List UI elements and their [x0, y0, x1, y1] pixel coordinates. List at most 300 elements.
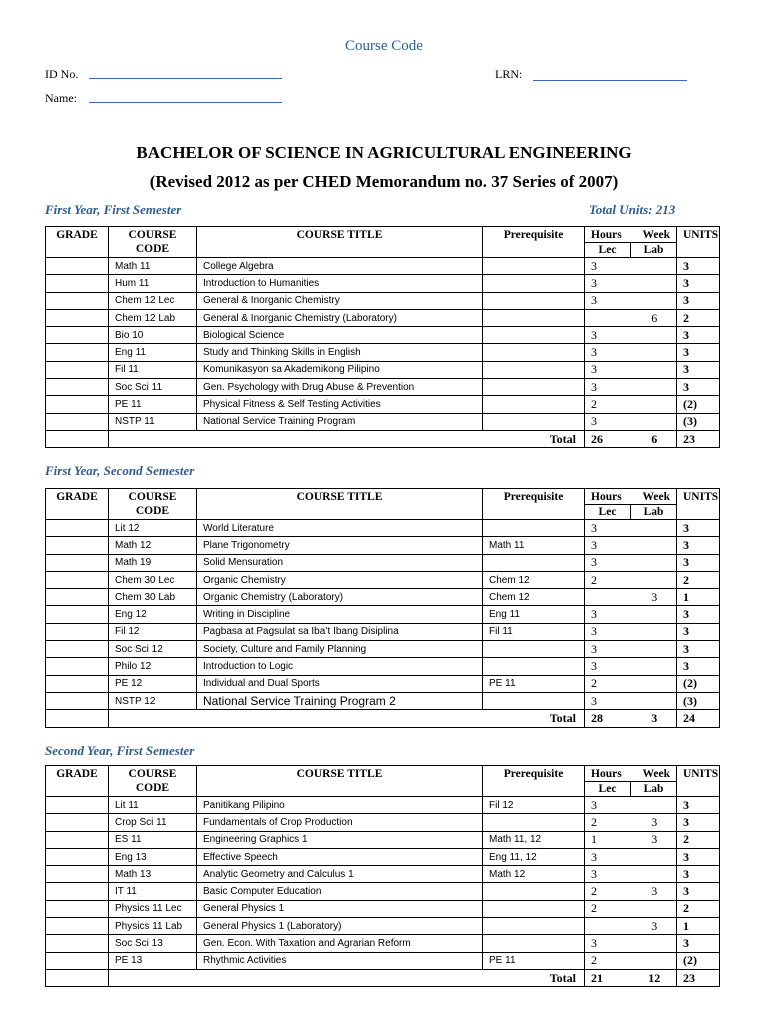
week-label: Week [642, 768, 670, 780]
program-title: BACHELOR OF SCIENCE IN AGRICULTURAL ENGINEERING [136, 143, 632, 162]
course-title-cell: National Service Training Program 2 [197, 692, 483, 709]
course-title-cell: Writing in Discipline [197, 606, 483, 623]
lec-hours-cell: 3 [585, 537, 633, 554]
grade-cell[interactable] [46, 641, 109, 658]
course-code-heading: Course Code [345, 38, 423, 54]
lrn-field[interactable] [533, 80, 687, 81]
course-code-cell: Soc Sci 12 [109, 641, 197, 658]
course-row [46, 292, 720, 309]
course-code-cell: Soc Sci 11 [109, 379, 197, 396]
lab-hours-cell [633, 606, 677, 623]
grade-cell[interactable] [46, 292, 109, 309]
course-code-cell: Eng 11 [109, 344, 197, 361]
lab-hours-cell [633, 275, 677, 292]
course-code-cell: Math 12 [109, 537, 197, 554]
grade-cell[interactable] [46, 571, 109, 588]
prerequisite-cell [483, 309, 585, 326]
grade-cell[interactable] [46, 258, 109, 275]
course-row [46, 396, 720, 413]
lec-hours-cell: 3 [585, 361, 633, 378]
prerequisite-cell: Fil 11 [483, 623, 585, 640]
lab-hours-cell: 3 [633, 918, 677, 935]
lec-hours-cell: 2 [585, 883, 633, 900]
grade-cell[interactable] [46, 589, 109, 606]
grade-header: GRADE [46, 227, 109, 258]
course-row [46, 606, 720, 623]
table-header-row [46, 489, 720, 520]
course-code-cell: Soc Sci 13 [109, 935, 197, 952]
lab-hours-cell [633, 952, 677, 969]
course-code-cell: Eng 13 [109, 848, 197, 865]
course-title-cell: Pagbasa at Pagsulat sa Iba’t Ibang Disiplina [197, 623, 483, 640]
course-code-header [109, 766, 197, 797]
course-code-cell: NSTP 11 [109, 413, 197, 430]
units-header: UNITS [677, 489, 720, 520]
course-title-cell: College Algebra [197, 258, 483, 275]
course-title-cell: General Physics 1 [197, 900, 483, 917]
course-code-cell: Philo 12 [109, 658, 197, 675]
lec-label: Lec [585, 505, 631, 519]
units-cell: 3 [677, 537, 720, 554]
units-cell: 3 [677, 623, 720, 640]
prerequisite-cell: Math 11, 12 [483, 831, 585, 848]
table-header-row [46, 227, 720, 258]
lec-hours-cell [585, 309, 633, 326]
lab-hours-cell [633, 554, 677, 571]
grade-cell [46, 710, 109, 727]
lec-hours-cell: 2 [585, 675, 633, 692]
lec-hours-cell: 3 [585, 520, 633, 537]
lec-hours-cell: 2 [585, 952, 633, 969]
hours-week-header [585, 489, 677, 520]
prerequisite-cell [483, 935, 585, 952]
grade-cell[interactable] [46, 396, 109, 413]
course-row [46, 935, 720, 952]
lab-hours-cell [633, 692, 677, 709]
lab-label: Lab [643, 506, 664, 518]
course-row [46, 848, 720, 865]
units-cell: 3 [677, 658, 720, 675]
lec-hours-cell: 3 [585, 641, 633, 658]
prerequisite-cell [483, 396, 585, 413]
prerequisite-cell [483, 361, 585, 378]
lec-hours-cell: 3 [585, 797, 633, 814]
total-row [46, 710, 720, 727]
grade-cell[interactable] [46, 831, 109, 848]
lab-hours-cell: 3 [633, 814, 677, 831]
course-title-header: COURSE TITLE [197, 489, 483, 520]
course-title-cell: Physical Fitness & Self Testing Activities [197, 396, 483, 413]
lec-hours-cell: 3 [585, 554, 633, 571]
course-title-cell: World Literature [197, 520, 483, 537]
units-cell: 3 [677, 344, 720, 361]
lab-label: Lab [643, 783, 664, 795]
prerequisite-header: Prerequisite [483, 489, 585, 520]
week-label: Week [642, 229, 670, 241]
course-title-cell: Komunikasyon sa Akademikong Pilipino [197, 361, 483, 378]
hours-week-label [591, 490, 670, 504]
course-code-cell: PE 13 [109, 952, 197, 969]
course-code-header [109, 489, 197, 520]
course-title-cell: Panitikang Pilipino [197, 797, 483, 814]
lab-hours-cell [633, 641, 677, 658]
lab-hours-cell: 3 [633, 831, 677, 848]
prerequisite-cell [483, 692, 585, 709]
name-label: Name: [45, 91, 77, 105]
course-code-cell: IT 11 [109, 883, 197, 900]
lab-hours-cell [633, 258, 677, 275]
units-cell: 3 [677, 292, 720, 309]
hours-label: Hours [591, 768, 622, 780]
course-title-cell: Biological Science [197, 327, 483, 344]
lec-label: Lec [585, 243, 631, 257]
course-table [45, 226, 720, 448]
units-cell: 2 [677, 571, 720, 588]
total-lec: 28 [585, 710, 633, 727]
grade-cell[interactable] [46, 520, 109, 537]
prerequisite-cell [483, 344, 585, 361]
course-title-cell: Analytic Geometry and Calculus 1 [197, 866, 483, 883]
semester-title: First Year, Second Semester [45, 463, 195, 478]
total-units: 23 [677, 969, 720, 986]
lec-hours-cell: 3 [585, 658, 633, 675]
course-row [46, 275, 720, 292]
course-row [46, 589, 720, 606]
units-cell: 3 [677, 554, 720, 571]
grade-cell[interactable] [46, 658, 109, 675]
lab-hours-cell [633, 361, 677, 378]
total-lec: 21 [585, 969, 633, 986]
lec-hours-cell: 3 [585, 413, 633, 430]
code-header-line: CODE [135, 782, 170, 794]
lec-hours-cell: 2 [585, 571, 633, 588]
lab-hours-cell [633, 623, 677, 640]
course-title-cell: Plane Trigonometry [197, 537, 483, 554]
course-code-cell: Physics 11 Lec [109, 900, 197, 917]
course-title-cell: Introduction to Logic [197, 658, 483, 675]
grade-cell[interactable] [46, 814, 109, 831]
lec-hours-cell: 3 [585, 848, 633, 865]
course-title-header: COURSE TITLE [197, 766, 483, 797]
grade-cell[interactable] [46, 623, 109, 640]
lab-hours-cell [633, 413, 677, 430]
lab-hours-cell [633, 848, 677, 865]
grade-cell [46, 430, 109, 447]
course-row [46, 675, 720, 692]
grade-header: GRADE [46, 489, 109, 520]
units-cell: 3 [677, 520, 720, 537]
course-row [46, 952, 720, 969]
course-code-cell: ES 11 [109, 831, 197, 848]
total-label: Total [109, 710, 585, 727]
course-code-cell: Hum 11 [109, 275, 197, 292]
grade-cell[interactable] [46, 866, 109, 883]
lrn-label: LRN: [495, 67, 523, 81]
course-row [46, 361, 720, 378]
prerequisite-header: Prerequisite [483, 227, 585, 258]
course-code-cell: Chem 12 Lec [109, 292, 197, 309]
lab-hours-cell [633, 292, 677, 309]
grade-cell[interactable] [46, 275, 109, 292]
units-cell: 1 [677, 589, 720, 606]
prerequisite-cell [483, 327, 585, 344]
lec-hours-cell: 3 [585, 623, 633, 640]
grade-cell[interactable] [46, 692, 109, 709]
units-header: UNITS [677, 227, 720, 258]
semester-title: First Year, First Semester [45, 202, 182, 217]
units-cell: 3 [677, 606, 720, 623]
lec-lab-labels [585, 242, 676, 257]
grade-header: GRADE [46, 766, 109, 797]
course-row [46, 658, 720, 675]
lec-hours-cell: 2 [585, 814, 633, 831]
course-header-line: COURSE [128, 768, 177, 780]
course-row [46, 831, 720, 848]
course-title-cell: Individual and Dual Sports [197, 675, 483, 692]
prerequisite-cell: Chem 12 [483, 571, 585, 588]
lec-hours-cell: 3 [585, 344, 633, 361]
total-row [46, 430, 720, 447]
lec-hours-cell [585, 589, 633, 606]
units-cell: (2) [677, 675, 720, 692]
lec-hours-cell: 3 [585, 606, 633, 623]
name-field[interactable] [89, 102, 282, 103]
lec-lab-labels [585, 504, 676, 519]
course-code-cell: Chem 30 Lab [109, 589, 197, 606]
course-title-cell: General & Inorganic Chemistry (Laboratory) [197, 309, 483, 326]
lec-hours-cell: 2 [585, 900, 633, 917]
lec-lab-labels [585, 781, 676, 796]
course-title-cell: General & Inorganic Chemistry [197, 292, 483, 309]
course-title-cell: Study and Thinking Skills in English [197, 344, 483, 361]
total-units: 23 [677, 430, 720, 447]
course-title-cell: Gen. Psychology with Drug Abuse & Prevention [197, 379, 483, 396]
course-title-cell: Organic Chemistry (Laboratory) [197, 589, 483, 606]
semester-title: Second Year, First Semester [45, 743, 195, 758]
course-title-cell: General Physics 1 (Laboratory) [197, 918, 483, 935]
program-subtitle: (Revised 2012 as per CHED Memorandum no. 37 Series of 2007) [149, 172, 619, 191]
lec-hours-cell: 3 [585, 292, 633, 309]
units-cell: 3 [677, 258, 720, 275]
course-code-cell: Chem 30 Lec [109, 571, 197, 588]
course-code-cell: Lit 12 [109, 520, 197, 537]
lec-hours-cell: 3 [585, 258, 633, 275]
grade-cell[interactable] [46, 327, 109, 344]
total-label: Total [109, 969, 585, 986]
grade-cell[interactable] [46, 309, 109, 326]
lab-hours-cell [633, 344, 677, 361]
units-cell: (2) [677, 952, 720, 969]
units-cell: 3 [677, 361, 720, 378]
units-cell: (3) [677, 692, 720, 709]
lab-hours-cell [633, 797, 677, 814]
grade-cell[interactable] [46, 379, 109, 396]
lec-hours-cell: 3 [585, 935, 633, 952]
prerequisite-cell [483, 379, 585, 396]
grade-cell[interactable] [46, 797, 109, 814]
grade-cell[interactable] [46, 848, 109, 865]
lab-hours-cell [633, 571, 677, 588]
units-cell: 2 [677, 900, 720, 917]
prerequisite-cell [483, 292, 585, 309]
total-label: Total [109, 430, 585, 447]
lab-hours-cell [633, 658, 677, 675]
course-row [46, 641, 720, 658]
units-cell: 3 [677, 883, 720, 900]
prerequisite-cell [483, 918, 585, 935]
prerequisite-cell: PE 11 [483, 952, 585, 969]
grade-cell[interactable] [46, 900, 109, 917]
course-row [46, 883, 720, 900]
grade-cell[interactable] [46, 883, 109, 900]
total-units-label: Total Units: 213 [589, 202, 676, 217]
course-code-cell: Fil 11 [109, 361, 197, 378]
course-row [46, 814, 720, 831]
course-code-cell: Chem 12 Lab [109, 309, 197, 326]
course-row [46, 327, 720, 344]
course-code-cell: Fil 12 [109, 623, 197, 640]
course-row [46, 520, 720, 537]
grade-cell[interactable] [46, 952, 109, 969]
course-title-cell: Basic Computer Education [197, 883, 483, 900]
course-title-cell: Introduction to Humanities [197, 275, 483, 292]
course-row [46, 692, 720, 709]
grade-cell[interactable] [46, 935, 109, 952]
lab-hours-cell: 3 [633, 589, 677, 606]
lec-hours-cell: 2 [585, 396, 633, 413]
prerequisite-cell: Math 12 [483, 866, 585, 883]
prerequisite-cell [483, 814, 585, 831]
total-lab: 6 [633, 430, 677, 447]
course-code-cell: PE 11 [109, 396, 197, 413]
course-code-cell: Math 13 [109, 866, 197, 883]
id-label: ID No. [45, 67, 79, 81]
hours-week-header [585, 766, 677, 797]
lab-hours-cell [633, 866, 677, 883]
prerequisite-cell [483, 520, 585, 537]
lec-label: Lec [585, 782, 631, 796]
course-row [46, 344, 720, 361]
course-table [45, 488, 720, 728]
grade-cell[interactable] [46, 344, 109, 361]
units-cell: 3 [677, 379, 720, 396]
grade-cell [46, 969, 109, 986]
course-row [46, 379, 720, 396]
total-lec: 26 [585, 430, 633, 447]
total-row [46, 969, 720, 986]
hours-label: Hours [591, 229, 622, 241]
course-row [46, 866, 720, 883]
course-row [46, 918, 720, 935]
lec-hours-cell: 3 [585, 327, 633, 344]
prerequisite-cell [483, 554, 585, 571]
course-title-cell: Fundamentals of Crop Production [197, 814, 483, 831]
course-row [46, 554, 720, 571]
prerequisite-cell [483, 413, 585, 430]
units-cell: 3 [677, 641, 720, 658]
course-header-line: COURSE [128, 229, 177, 241]
prerequisite-cell [483, 258, 585, 275]
units-cell: 3 [677, 275, 720, 292]
lab-hours-cell: 6 [633, 309, 677, 326]
lec-hours-cell: 3 [585, 866, 633, 883]
hours-week-label [591, 228, 670, 242]
course-row [46, 258, 720, 275]
course-title-cell: Solid Mensuration [197, 554, 483, 571]
lec-hours-cell: 1 [585, 831, 633, 848]
week-label: Week [642, 491, 670, 503]
total-lab: 3 [633, 710, 677, 727]
units-cell: 3 [677, 935, 720, 952]
units-cell: 3 [677, 866, 720, 883]
lec-hours-cell: 3 [585, 692, 633, 709]
prerequisite-cell [483, 641, 585, 658]
course-title-cell: Engineering Graphics 1 [197, 831, 483, 848]
prerequisite-cell: PE 11 [483, 675, 585, 692]
id-field[interactable] [89, 78, 282, 79]
course-code-cell: Crop Sci 11 [109, 814, 197, 831]
prerequisite-cell [483, 658, 585, 675]
grade-cell[interactable] [46, 606, 109, 623]
course-header-line: COURSE [128, 491, 177, 503]
course-row [46, 571, 720, 588]
units-cell: 2 [677, 831, 720, 848]
lab-hours-cell [633, 520, 677, 537]
hours-label: Hours [591, 491, 622, 503]
course-code-cell: Eng 12 [109, 606, 197, 623]
course-title-cell: Organic Chemistry [197, 571, 483, 588]
lab-label: Lab [643, 244, 664, 256]
lab-hours-cell [633, 900, 677, 917]
prerequisite-cell: Chem 12 [483, 589, 585, 606]
course-row [46, 797, 720, 814]
course-title-header: COURSE TITLE [197, 227, 483, 258]
course-row [46, 537, 720, 554]
units-cell: 3 [677, 327, 720, 344]
course-title-cell: Society, Culture and Family Planning [197, 641, 483, 658]
grade-cell[interactable] [46, 537, 109, 554]
course-code-cell: Physics 11 Lab [109, 918, 197, 935]
units-cell: (2) [677, 396, 720, 413]
grade-cell[interactable] [46, 413, 109, 430]
units-cell: 3 [677, 848, 720, 865]
course-title-cell: Rhythmic Activities [197, 952, 483, 969]
course-row [46, 309, 720, 326]
units-cell: 3 [677, 814, 720, 831]
table-header-row [46, 766, 720, 797]
hours-week-header [585, 227, 677, 258]
grade-cell[interactable] [46, 918, 109, 935]
units-cell: 2 [677, 309, 720, 326]
course-code-cell: PE 12 [109, 675, 197, 692]
course-code-header [109, 227, 197, 258]
total-lab: 12 [633, 969, 677, 986]
units-cell: 1 [677, 918, 720, 935]
lec-hours-cell: 3 [585, 379, 633, 396]
lab-hours-cell [633, 537, 677, 554]
course-title-cell: National Service Training Program [197, 413, 483, 430]
prerequisite-cell: Eng 11, 12 [483, 848, 585, 865]
units-header: UNITS [677, 766, 720, 797]
prerequisite-cell: Math 11 [483, 537, 585, 554]
prerequisite-cell: Eng 11 [483, 606, 585, 623]
grade-cell[interactable] [46, 361, 109, 378]
course-code-cell: Bio 10 [109, 327, 197, 344]
lab-hours-cell [633, 379, 677, 396]
course-code-cell: Math 19 [109, 554, 197, 571]
grade-cell[interactable] [46, 675, 109, 692]
grade-cell[interactable] [46, 554, 109, 571]
